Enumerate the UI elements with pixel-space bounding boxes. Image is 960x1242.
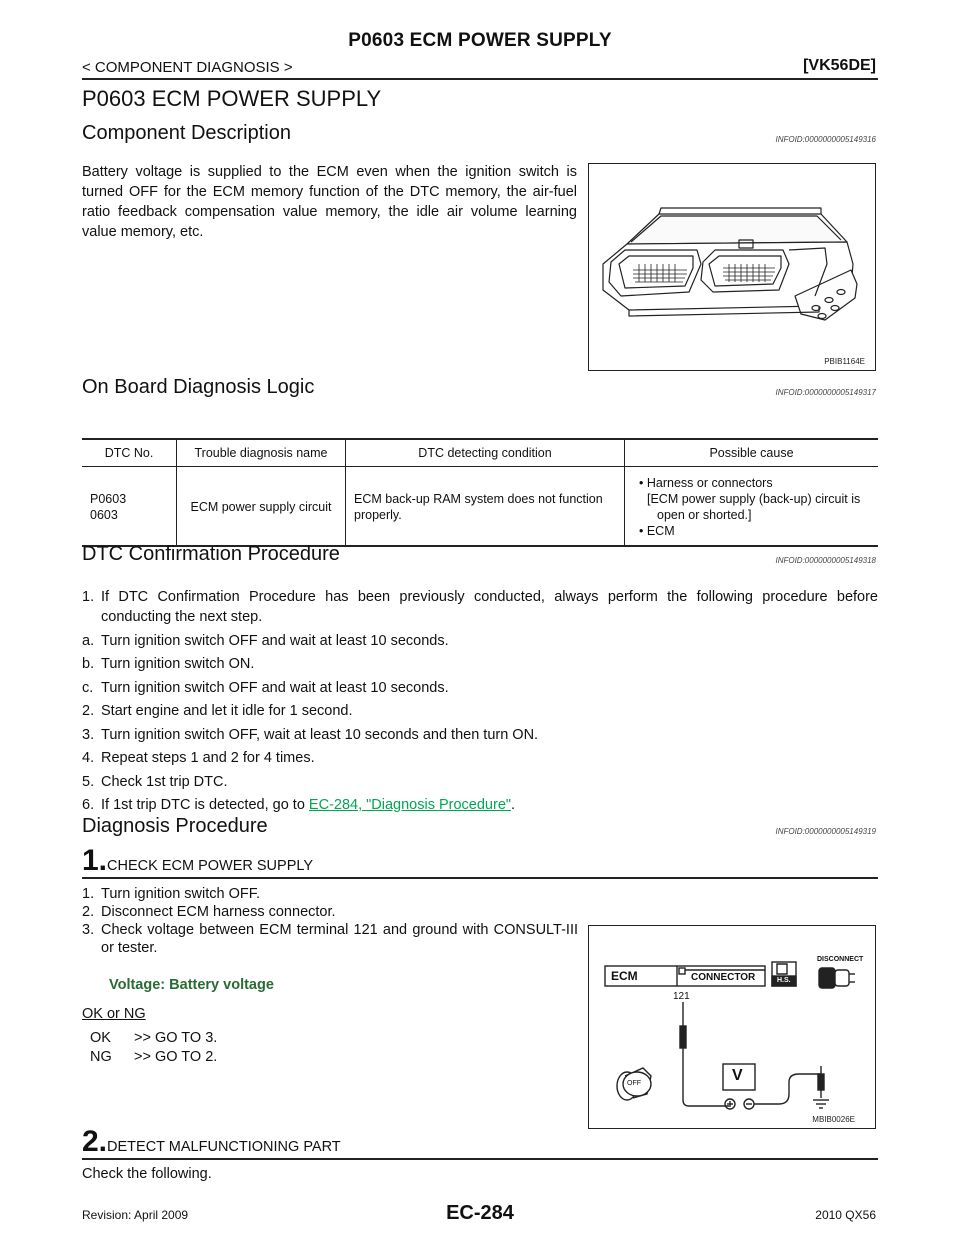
trouble-diagnosis-name-cell: ECM power supply circuit <box>177 467 346 547</box>
list-item <box>82 631 878 651</box>
page-number: EC-284 <box>446 1202 514 1224</box>
step-text: Turn ignition switch OFF and wait at least 10 seconds. <box>101 679 449 696</box>
dtc-number-p: P0603 <box>90 492 127 506</box>
dtc-detecting-condition-cell: ECM back-up RAM system does not function properly. <box>346 467 625 547</box>
step-number: a. <box>82 632 95 649</box>
hs-label: H.S. <box>777 977 791 984</box>
diagnosis-step-2-text: Check the following. <box>82 1166 212 1182</box>
model-year: 2010 QX56 <box>815 1208 876 1222</box>
voltage-spec: Voltage: Battery voltage <box>109 977 274 993</box>
dtc-confirmation-steps <box>82 587 878 819</box>
breadcrumb: < COMPONENT DIAGNOSIS > <box>82 59 293 76</box>
revision-date: Revision: April 2009 <box>82 1208 189 1222</box>
voltage-figure-label: MBIB0026E <box>812 1115 855 1124</box>
step-2-rule <box>82 1158 878 1160</box>
diagnosis-step-1-number: 1. <box>82 844 108 877</box>
step-number: b. <box>82 656 95 672</box>
possible-cause-item: [ECM power supply (back-up) circuit is open or shorted.] <box>647 492 861 522</box>
dtc-table-header: DTC No. <box>82 439 177 467</box>
list-item <box>82 795 878 815</box>
step-text: Turn ignition switch OFF. <box>101 886 261 902</box>
connector-label: CONNECTOR <box>691 972 756 983</box>
step-number: 6. <box>82 797 95 813</box>
step-text: Check 1st trip DTC. <box>101 773 228 790</box>
dtc-table-header: DTC detecting condition <box>346 439 625 467</box>
diagnosis-procedure-infoid: INFOID:0000000005149319 <box>775 827 876 836</box>
page-header-title: P0603 ECM POWER SUPPLY <box>348 30 612 51</box>
step-text-suffix: . <box>511 797 516 813</box>
diagnosis-step-2-heading <box>82 1125 341 1159</box>
dtc-confirmation-heading: DTC Confirmation Procedure <box>82 543 340 565</box>
ng-result-label: NG <box>90 1049 112 1065</box>
list-item <box>82 885 578 903</box>
component-description-heading: Component Description <box>82 122 291 144</box>
diagnosis-step-1-substeps <box>82 885 578 957</box>
step-number: 3. <box>82 922 95 938</box>
list-item <box>82 725 878 745</box>
dtc-table <box>82 438 878 547</box>
ecm-figure-label: PBIB1164E <box>824 357 865 366</box>
possible-cause-cell <box>625 467 879 547</box>
ng-result-action: >> GO TO 2. <box>134 1049 218 1065</box>
terminal-number: 121 <box>673 991 690 1002</box>
component-description-text: Battery voltage is supplied to the ECM even when the ignition switch is turned OFF for the ECM memory function of the DTC memory, the air-fuel ratio feedback compensation value memory, the idle air volume learning value memory, etc. <box>82 164 577 240</box>
table-row <box>82 467 878 547</box>
ok-result-action: >> GO TO 3. <box>134 1030 218 1046</box>
onboard-diagnosis-heading: On Board Diagnosis Logic <box>82 376 315 398</box>
diagnosis-step-1-heading <box>82 844 313 878</box>
list-item <box>82 654 878 674</box>
ecm-figure <box>588 163 876 371</box>
step-number: 1. <box>82 886 95 902</box>
ok-or-ng-label: OK or NG <box>82 1006 146 1022</box>
step-1-rule <box>82 877 878 879</box>
list-item <box>82 587 878 627</box>
step-number: 2. <box>82 703 95 719</box>
step-text: Disconnect ECM harness connector. <box>101 904 336 920</box>
model-code: [VK56DE] <box>803 57 876 74</box>
step-text: Check voltage between ECM terminal 121 and ground with CONSULT-III or tester. <box>101 922 578 956</box>
section-title: P0603 ECM POWER SUPPLY <box>82 86 382 111</box>
ok-result-label: OK <box>90 1030 111 1046</box>
diagnosis-procedure-link[interactable]: EC-284, "Diagnosis Procedure" <box>308 797 512 813</box>
component-description-infoid: INFOID:0000000005149316 <box>775 135 876 144</box>
ecm-unit-illustration <box>589 164 875 370</box>
list-item <box>82 748 878 768</box>
step-number: 4. <box>82 750 95 766</box>
step-text: Turn ignition switch OFF and wait at least 10 seconds. <box>101 632 449 649</box>
dtc-number-short: 0603 <box>90 508 118 522</box>
diagnosis-step-2-number: 2. <box>82 1125 108 1158</box>
header-rule <box>82 78 878 80</box>
step-number: 2. <box>82 904 95 920</box>
step-number: 1. <box>82 589 95 605</box>
component-description-text-block <box>82 162 577 242</box>
dtc-table-header: Trouble diagnosis name <box>177 439 346 467</box>
list-item <box>82 678 878 698</box>
step-number: 5. <box>82 773 95 790</box>
step-text: Turn ignition switch ON. <box>101 656 255 672</box>
step-text: Start engine and let it idle for 1 second. <box>101 703 353 719</box>
step-number: c. <box>82 679 94 696</box>
list-item <box>82 921 578 957</box>
step-text: If 1st trip DTC is detected, go to <box>101 797 309 813</box>
diagnosis-procedure-heading: Diagnosis Procedure <box>82 815 268 837</box>
list-item <box>82 701 878 721</box>
diagnosis-step-2-title: DETECT MALFUNCTIONING PART <box>107 1139 341 1155</box>
possible-cause-item: • ECM <box>639 524 675 538</box>
dtc-number-cell <box>82 467 177 547</box>
voltmeter-icon: V <box>732 1067 743 1084</box>
step-text: If DTC Confirmation Procedure has been previously conducted, always perform the following procedure before conducting the next step. <box>101 589 878 625</box>
dtc-table-header-row <box>82 439 878 467</box>
dtc-table-header: Possible cause <box>625 439 879 467</box>
step-number: 3. <box>82 726 95 743</box>
voltage-check-figure <box>588 925 876 1129</box>
step-text: Turn ignition switch OFF, wait at least 10 seconds and then turn ON. <box>101 726 539 743</box>
list-item <box>82 903 578 921</box>
dtc-confirmation-infoid: INFOID:0000000005149318 <box>775 556 876 565</box>
list-item <box>82 772 878 792</box>
possible-cause-item: • Harness or connectors <box>639 476 773 490</box>
ignition-off-label: OFF <box>627 1080 641 1087</box>
disconnect-label: DISCONNECT <box>817 956 864 963</box>
ecm-label: ECM <box>611 969 638 983</box>
step-text: Repeat steps 1 and 2 for 4 times. <box>101 750 315 766</box>
diagnosis-step-1-title: CHECK ECM POWER SUPPLY <box>107 858 314 874</box>
onboard-diagnosis-infoid: INFOID:0000000005149317 <box>775 388 876 397</box>
